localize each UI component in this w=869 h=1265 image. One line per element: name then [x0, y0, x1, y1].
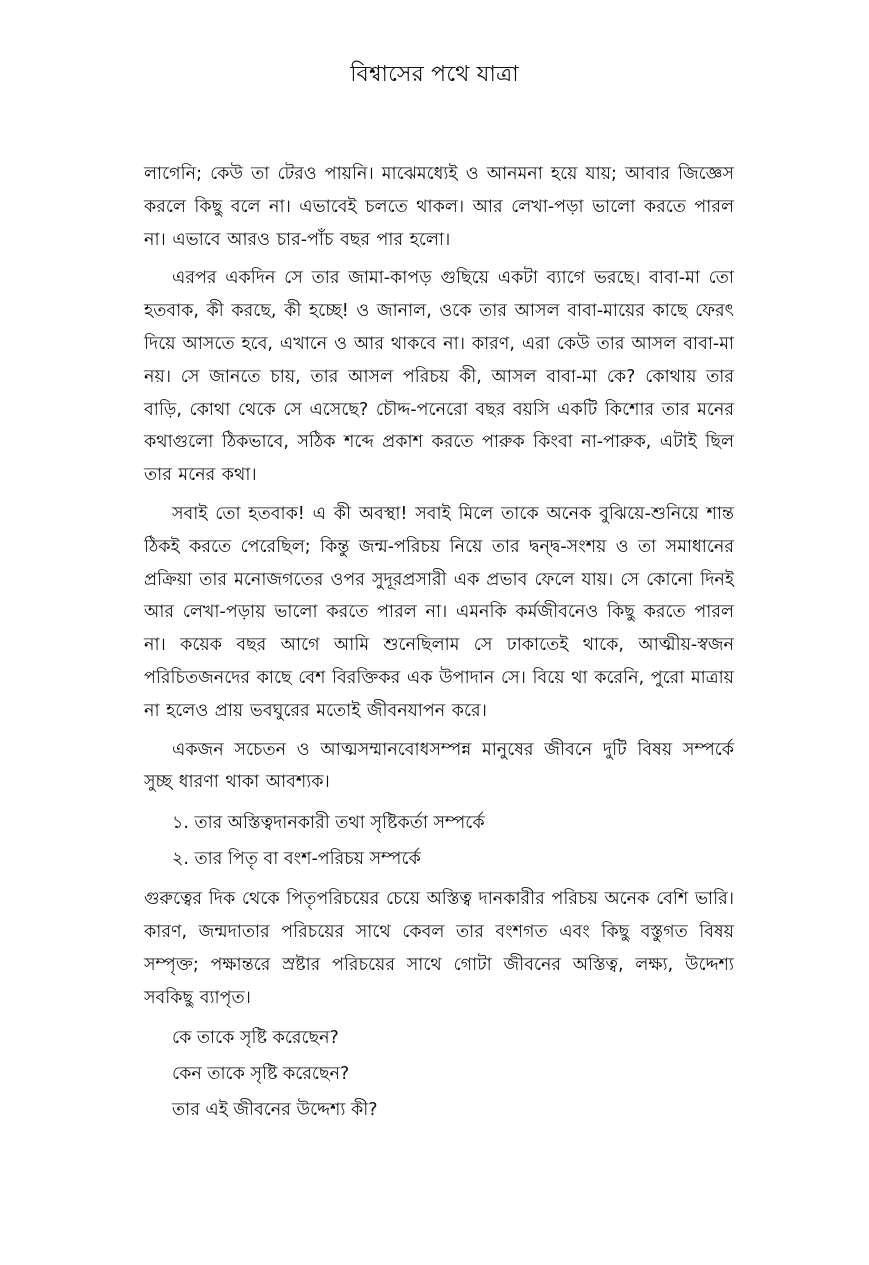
list-item: ২. তার পিতৃ বা বংশ-পরিচয় সম্পর্কে — [172, 849, 421, 870]
paragraph-two-subjects: একজন সচেতন ও আত্মসম্মানবোধসম্পন্ন মানুষের জীবনে দুটি বিষয় সম্পর্কে সুচ্ছ ধারণা থাকা আবশ্যক। — [144, 739, 734, 793]
question-item: তার এই জীবনের উদ্দেশ্য কী? — [172, 1100, 378, 1121]
paragraph-departure: এরপর একদিন সে তার জামা-কাপড় গুছিয়ে একটা ব্যাগে ভরছে। বাবা-মা তো হতবাক, কী করছে, কী হচ্ছে! ও জানাল, ওকে তার আসল বাবা-মায়ের কাছে ফেরৎ দিয়ে আসতে হবে, এখানে ও আর থাকবে না। কারণ, এরা কেউ তার আসল বাবা-মা নয়। সে জানতে চায়, তার আসল পরিচয় কী, আসল বাবা-মা কে? কোথায় তার বাড়ি, কোথা থেকে সে এসেছে? চৌদ্দ-পনেরো বছর বয়সি একটি কিশোর তার মনের কথাগুলো ঠিকভাবে, সঠিক শব্দে প্রকাশ করতে পারুক কিংবা না-পারুক, এটাই ছিল তার মনের কথা। — [144, 268, 734, 486]
paragraph-aftermath: সবাই তো হতবাক! এ কী অবস্থা! সবাই মিলে তাকে অনেক বুঝিয়ে-শুনিয়ে শান্ত ঠিকই করতে পেরেছিল; কিন্তু জন্ম-পরিচয় নিয়ে তার দ্বন্দ্ব-সংশয় ও তা সমাধানের প্রক্রিয়া তার মনোজগতের ওপর সুদূরপ্রসারী এক প্রভাব ফেলে যায়। সে কোনো দিনই আর লেখা-পড়ায় ভালো করতে পারল না। এমনকি কর্মজীবনেও কিছু করতে পারল না। কয়েক বছর আগে আমি শুনেছিলাম সে ঢাকাতেই থাকে, আত্মীয়-স্বজন পরিচিতজনদের কাছে বেশ বিরক্তিকর এক উপাদান সে। বিয়ে থা করেনি, পুরো মাত্রায় না হলেও প্রায় ভবঘুরের মতোই জীবনযাপন করে। — [144, 503, 734, 721]
running-header-title: বিশ্বাসের পথে যাত্রা — [350, 62, 519, 87]
question-list — [144, 1020, 734, 1128]
page-body — [144, 158, 734, 1128]
question-item: কেন তাকে সৃষ্টি করেছেন? — [172, 1064, 350, 1085]
paragraph-continuation: লাগেনি; কেউ তা টেরও পায়নি। মাঝেমধ্যেই ও আনমনা হয়ে যায়; আবার জিজ্ঞেস করলে কিছু বলে না। এভাবেই চলতে থাকল। আর লেখা-পড়া ভালো করতে পারল না। এভাবে আরও চার-পাঁচ বছর পার হলো। — [144, 164, 734, 250]
question-item: কে তাকে সৃষ্টি করেছেন? — [172, 1028, 339, 1049]
paragraph-importance: গুরুত্বের দিক থেকে পিতৃপরিচয়ের চেয়ে অস্তিত্ব দানকারীর পরিচয় অনেক বেশি ভারি। কারণ, জন্মদাতার পরিচয়ের সাথে কেবল তার বংশগত এবং কিছু বস্তুগত বিষয় সম্পৃক্ত; পক্ষান্তরে স্রষ্টার পরিচয়ের সাথে গোটা জীবনের অস্তিত্ব, লক্ষ্য, উদ্দেশ্য সবকিছু ব্যাপৃত। — [144, 889, 734, 1008]
list-item: ১. তার অস্তিত্বদানকারী তথা সৃষ্টিকর্তা সম্পর্কে — [172, 813, 485, 834]
numbered-list — [144, 805, 734, 877]
